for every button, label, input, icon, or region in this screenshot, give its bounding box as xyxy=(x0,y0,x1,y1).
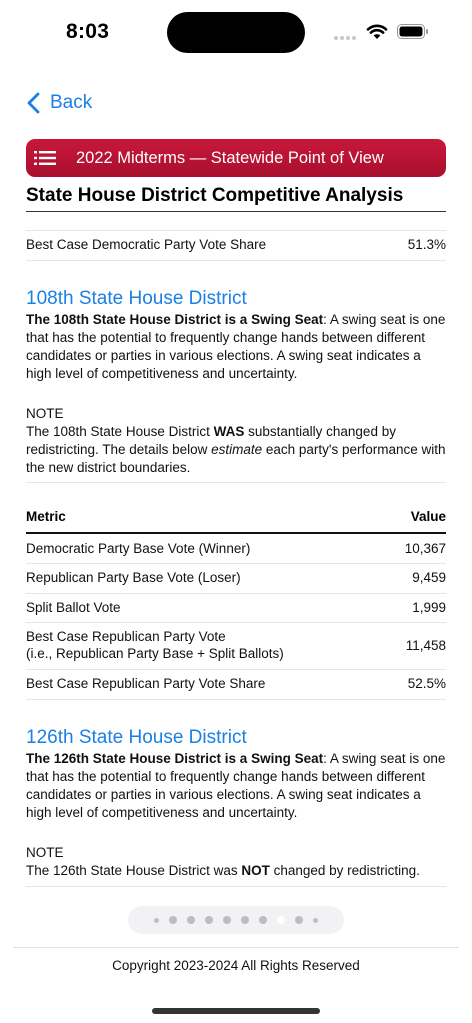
page-dot[interactable] xyxy=(223,916,231,924)
divider xyxy=(26,593,446,594)
column-header-value: Value xyxy=(410,509,446,524)
divider xyxy=(26,260,446,261)
description-text: : A swing seat is one that has the potential to frequently change hands between different candidates or parties in various elections. A swing seat indicates a high level of competitiveness and uncertainty. xyxy=(26,751,446,820)
divider xyxy=(26,886,446,887)
metric-value: 1,999 xyxy=(412,599,446,615)
district-title[interactable]: 108th State House District xyxy=(26,288,247,309)
metric-label-detail: (i.e., Republican Party Base + Split Ballots) xyxy=(26,646,284,661)
home-indicator[interactable] xyxy=(152,1008,320,1014)
note-prefix: The 108th State House District xyxy=(26,424,214,439)
page-dot[interactable] xyxy=(313,918,318,923)
district-title[interactable]: 126th State House District xyxy=(26,727,247,748)
table-row xyxy=(26,568,446,586)
page-title: State House District Competitive Analysis xyxy=(26,185,404,206)
table-row xyxy=(26,627,446,663)
divider xyxy=(26,699,446,700)
copyright-text: Copyright 2023-2024 All Rights Reserved xyxy=(112,958,360,973)
page-dot-active[interactable] xyxy=(277,916,285,924)
page-control[interactable] xyxy=(128,906,344,934)
table-row xyxy=(26,235,446,253)
page-dot[interactable] xyxy=(295,916,303,924)
cellular-signal-icon xyxy=(334,36,356,40)
metric-value: 51.3% xyxy=(407,236,446,252)
note-suffix: changed by redistricting. xyxy=(269,863,420,878)
table-row xyxy=(26,539,446,557)
table-row xyxy=(26,674,446,692)
divider xyxy=(26,622,446,623)
note-emphasis: WAS xyxy=(213,424,245,439)
note-text xyxy=(26,423,446,477)
note-label: NOTE xyxy=(26,845,64,860)
page-dot[interactable] xyxy=(187,916,195,924)
status-bar xyxy=(0,0,472,64)
metric-label-multiline xyxy=(26,628,284,662)
page-dot[interactable] xyxy=(205,916,213,924)
note-emphasis: NOT xyxy=(241,863,270,878)
back-button[interactable] xyxy=(26,89,92,117)
battery-icon xyxy=(397,24,429,39)
list-menu-icon[interactable] xyxy=(34,150,56,166)
divider xyxy=(26,563,446,564)
page-dot[interactable] xyxy=(259,916,267,924)
note-middle: substantially changed by redistricting. The details below xyxy=(26,424,396,457)
district-description xyxy=(26,311,446,383)
table-header xyxy=(26,509,446,524)
divider xyxy=(26,211,446,212)
dynamic-island xyxy=(167,12,305,53)
divider xyxy=(26,482,446,483)
page-dot[interactable] xyxy=(241,916,249,924)
table-row xyxy=(26,598,446,616)
chevron-left-icon xyxy=(26,92,40,114)
banner-title: 2022 Midterms — Statewide Point of View xyxy=(76,148,384,167)
wifi-icon xyxy=(366,22,388,40)
metric-value: 9,459 xyxy=(412,569,446,585)
note-label: NOTE xyxy=(26,406,64,421)
metric-value: 52.5% xyxy=(407,675,446,691)
note-prefix: The 126th State House District was xyxy=(26,863,242,878)
description-text: : A swing seat is one that has the potential to frequently change hands between different candidates or parties in various elections. A swing seat indicates a high level of competitiveness and uncertainty. xyxy=(26,312,446,381)
header-banner xyxy=(26,139,446,177)
metric-label: Republican Party Base Vote (Loser) xyxy=(26,569,241,585)
metric-label: Best Case Democratic Party Vote Share xyxy=(26,236,267,252)
divider xyxy=(26,230,446,231)
page-dot[interactable] xyxy=(154,918,159,923)
metric-label: Best Case Republican Party Vote Share xyxy=(26,675,266,691)
column-header-metric: Metric xyxy=(26,509,66,524)
swing-seat-label: The 108th State House District is a Swing Seat xyxy=(26,312,324,327)
district-description xyxy=(26,750,446,822)
back-label: Back xyxy=(50,92,93,113)
status-time: 8:03 xyxy=(66,20,110,43)
table-header-rule xyxy=(26,532,446,534)
swing-seat-label: The 126th State House District is a Swing Seat xyxy=(26,751,324,766)
note-italic: estimate xyxy=(211,442,263,457)
metric-label: Split Ballot Vote xyxy=(26,599,121,615)
note-suffix: each party's performance with the new district boundaries. xyxy=(26,442,446,475)
metric-value: 11,458 xyxy=(405,637,446,653)
metric-label: Best Case Republican Party Vote xyxy=(26,629,226,644)
metric-label: Democratic Party Base Vote (Winner) xyxy=(26,540,251,556)
metric-value: 10,367 xyxy=(404,540,446,556)
page-dot[interactable] xyxy=(169,916,177,924)
divider xyxy=(13,947,459,948)
clipped-row xyxy=(26,215,446,221)
note-text xyxy=(26,862,446,880)
divider xyxy=(26,669,446,670)
